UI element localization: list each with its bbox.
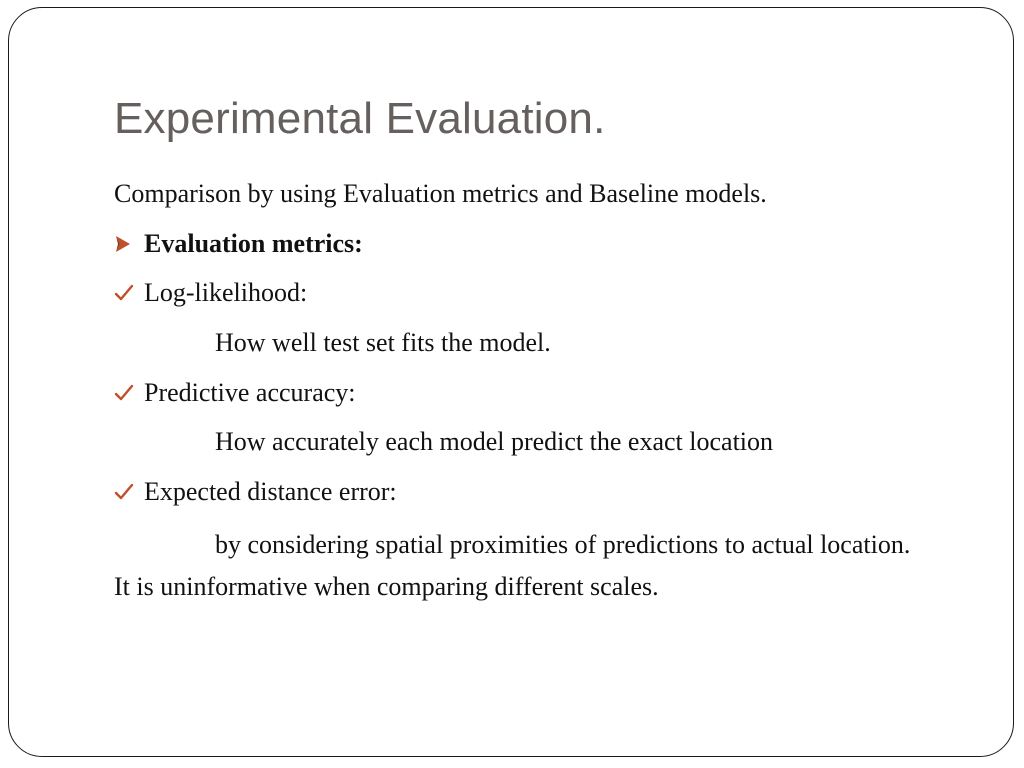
- metric-name: Log-likelihood:: [144, 278, 308, 308]
- metric-name: Expected distance error:: [144, 477, 397, 507]
- metric-description: by considering spatial proximities of predictions to actual location. It is uninformative when comparing different scales.: [114, 529, 911, 601]
- metric-item: [114, 375, 934, 425]
- metric-item: [114, 474, 934, 524]
- section-heading: Evaluation metrics:: [144, 228, 363, 258]
- checkmark-icon: [114, 375, 144, 411]
- metric-item: [114, 275, 934, 325]
- metric-description: How accurately each model predict the exact location: [215, 427, 774, 457]
- slide-title: Experimental Evaluation.: [114, 94, 606, 143]
- slide-frame: [8, 7, 1014, 757]
- intro-text: Comparison by using Evaluation metrics and Baseline models.: [114, 179, 767, 208]
- checkmark-icon: [114, 275, 144, 311]
- arrow-bullet-icon: [114, 226, 144, 262]
- metric-name: Predictive accuracy:: [144, 377, 356, 407]
- metric-description: How well test set fits the model.: [215, 328, 551, 358]
- checkmark-icon: [114, 474, 144, 510]
- slide-body: [114, 176, 934, 608]
- section-heading-row: [114, 226, 934, 276]
